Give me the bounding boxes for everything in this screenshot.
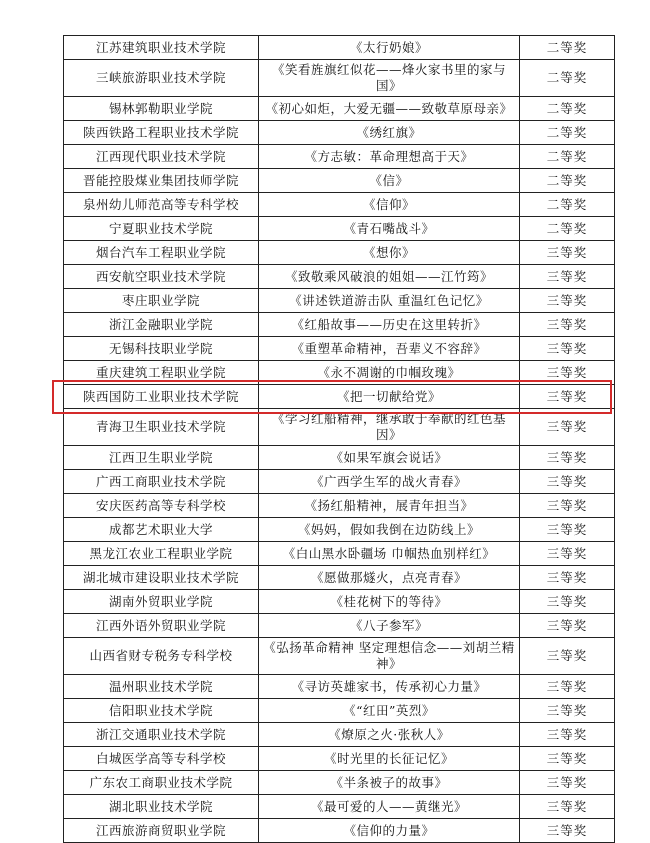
table-row	[64, 36, 615, 60]
work-title-cell: 《信》	[259, 169, 520, 193]
work-title-cell: 《想你》	[259, 241, 520, 265]
school-cell: 枣庄职业学院	[64, 289, 259, 313]
school-cell: 成都艺术职业大学	[64, 518, 259, 542]
award-cell: 三等奖	[520, 446, 615, 470]
table-row	[64, 446, 615, 470]
award-cell: 三等奖	[520, 771, 615, 795]
table-row	[64, 265, 615, 289]
work-title-cell: 《燎原之火·张秋人》	[259, 723, 520, 747]
award-cell: 二等奖	[520, 193, 615, 217]
work-title-cell: 《半条被子的故事》	[259, 771, 520, 795]
table-row	[64, 590, 615, 614]
school-cell: 浙江金融职业学院	[64, 313, 259, 337]
award-cell: 三等奖	[520, 361, 615, 385]
table-row	[64, 60, 615, 97]
school-cell: 信阳职业技术学院	[64, 699, 259, 723]
award-cell: 三等奖	[520, 518, 615, 542]
school-cell: 无锡科技职业学院	[64, 337, 259, 361]
award-cell: 三等奖	[520, 566, 615, 590]
school-cell: 安庆医药高等专科学校	[64, 494, 259, 518]
school-cell: 温州职业技术学院	[64, 675, 259, 699]
school-cell: 重庆建筑工程职业学院	[64, 361, 259, 385]
table-row	[64, 385, 615, 409]
work-title-cell: 《如果军旗会说话》	[259, 446, 520, 470]
school-cell: 江西外语外贸职业学院	[64, 614, 259, 638]
award-cell: 三等奖	[520, 795, 615, 819]
table-row	[64, 638, 615, 675]
award-cell: 二等奖	[520, 36, 615, 60]
school-cell: 陕西国防工业职业技术学院	[64, 385, 259, 409]
table-row	[64, 542, 615, 566]
award-cell: 三等奖	[520, 590, 615, 614]
award-cell: 三等奖	[520, 723, 615, 747]
award-cell: 三等奖	[520, 337, 615, 361]
award-cell: 二等奖	[520, 60, 615, 97]
school-cell: 湖北城市建设职业技术学院	[64, 566, 259, 590]
table-row	[64, 699, 615, 723]
work-title-cell: 《信仰的力量》	[259, 819, 520, 843]
awards-table-body	[64, 36, 615, 843]
school-cell: 广东农工商职业技术学院	[64, 771, 259, 795]
award-cell: 三等奖	[520, 241, 615, 265]
work-title-cell: 《永不凋谢的巾帼玫瑰》	[259, 361, 520, 385]
award-cell: 三等奖	[520, 819, 615, 843]
award-cell: 三等奖	[520, 675, 615, 699]
school-cell: 西安航空职业技术学院	[64, 265, 259, 289]
award-cell: 三等奖	[520, 289, 615, 313]
award-cell: 三等奖	[520, 542, 615, 566]
school-cell: 广西工商职业技术学院	[64, 470, 259, 494]
work-title-cell: 《扬红船精神，展青年担当》	[259, 494, 520, 518]
work-title-cell: 《寻访英雄家书，传承初心力量》	[259, 675, 520, 699]
table-row	[64, 614, 615, 638]
work-title-cell: 《太行奶娘》	[259, 36, 520, 60]
table-row	[64, 169, 615, 193]
table-row	[64, 241, 615, 265]
table-row	[64, 470, 615, 494]
work-title-cell: 《青石嘴战斗》	[259, 217, 520, 241]
table-row	[64, 217, 615, 241]
work-title-cell: 《桂花树下的等待》	[259, 590, 520, 614]
award-cell: 三等奖	[520, 699, 615, 723]
table-row	[64, 723, 615, 747]
award-cell: 二等奖	[520, 169, 615, 193]
awards-table	[63, 35, 615, 843]
award-cell: 三等奖	[520, 614, 615, 638]
school-cell: 烟台汽车工程职业学院	[64, 241, 259, 265]
table-row	[64, 771, 615, 795]
school-cell: 黑龙江农业工程职业学院	[64, 542, 259, 566]
work-title-cell: 《时光里的长征记忆》	[259, 747, 520, 771]
table-row	[64, 361, 615, 385]
award-cell: 三等奖	[520, 470, 615, 494]
table-row	[64, 313, 615, 337]
work-title-cell: 《讲述铁道游击队 重温红色记忆》	[259, 289, 520, 313]
table-row	[64, 145, 615, 169]
school-cell: 山西省财专税务专科学校	[64, 638, 259, 675]
school-cell: 晋能控股煤业集团技师学院	[64, 169, 259, 193]
school-cell: 泉州幼儿师范高等专科学校	[64, 193, 259, 217]
table-row	[64, 97, 615, 121]
table-row	[64, 193, 615, 217]
work-title-cell: 《学习红船精神，继承敢于奉献的红色基因》	[259, 409, 520, 446]
award-cell: 三等奖	[520, 265, 615, 289]
work-title-cell: 《最可爱的人——黄继光》	[259, 795, 520, 819]
work-title-cell: 《八子参军》	[259, 614, 520, 638]
work-title-cell: 《初心如炬，大爱无疆——致敬草原母亲》	[259, 97, 520, 121]
school-cell: 江西卫生职业学院	[64, 446, 259, 470]
work-title-cell: 《愿做那燧火，点亮青春》	[259, 566, 520, 590]
work-title-cell: 《绣红旗》	[259, 121, 520, 145]
award-cell: 二等奖	[520, 97, 615, 121]
award-cell: 三等奖	[520, 385, 615, 409]
work-title-cell: 《弘扬革命精神 坚定理想信念——刘胡兰精神》	[259, 638, 520, 675]
work-title-cell: 《妈妈，假如我倒在边防线上》	[259, 518, 520, 542]
work-title-cell: 《把一切献给党》	[259, 385, 520, 409]
table-row	[64, 518, 615, 542]
award-cell: 二等奖	[520, 217, 615, 241]
school-cell: 江西旅游商贸职业学院	[64, 819, 259, 843]
school-cell: 湖北职业技术学院	[64, 795, 259, 819]
school-cell: 江西现代职业技术学院	[64, 145, 259, 169]
table-row	[64, 337, 615, 361]
work-title-cell: 《白山黑水卧疆场 巾帼热血别样红》	[259, 542, 520, 566]
table-row	[64, 289, 615, 313]
table-row	[64, 121, 615, 145]
school-cell: 宁夏职业技术学院	[64, 217, 259, 241]
table-row	[64, 409, 615, 446]
table-row	[64, 675, 615, 699]
award-cell: 三等奖	[520, 313, 615, 337]
school-cell: 湖南外贸职业学院	[64, 590, 259, 614]
award-cell: 三等奖	[520, 638, 615, 675]
school-cell: 白城医学高等专科学校	[64, 747, 259, 771]
table-row	[64, 494, 615, 518]
award-cell: 二等奖	[520, 121, 615, 145]
table-row	[64, 747, 615, 771]
school-cell: 青海卫生职业技术学院	[64, 409, 259, 446]
table-row	[64, 566, 615, 590]
school-cell: 江苏建筑职业技术学院	[64, 36, 259, 60]
award-cell: 二等奖	[520, 145, 615, 169]
table-row	[64, 819, 615, 843]
work-title-cell: 《笑看旌旗红似花——烽火家书里的家与国》	[259, 60, 520, 97]
work-title-cell: 《重塑革命精神，吾辈义不容辞》	[259, 337, 520, 361]
table-row	[64, 795, 615, 819]
school-cell: 陕西铁路工程职业技术学院	[64, 121, 259, 145]
award-cell: 三等奖	[520, 494, 615, 518]
work-title-cell: 《方志敏：革命理想高于天》	[259, 145, 520, 169]
award-cell: 三等奖	[520, 409, 615, 446]
work-title-cell: 《致敬乘风破浪的姐姐——江竹筠》	[259, 265, 520, 289]
work-title-cell: 《红船故事——历史在这里转折》	[259, 313, 520, 337]
school-cell: 浙江交通职业技术学院	[64, 723, 259, 747]
work-title-cell: 《信仰》	[259, 193, 520, 217]
work-title-cell: 《“红田”英烈》	[259, 699, 520, 723]
award-cell: 三等奖	[520, 747, 615, 771]
school-cell: 三峡旅游职业技术学院	[64, 60, 259, 97]
work-title-cell: 《广西学生军的战火青春》	[259, 470, 520, 494]
school-cell: 锡林郭勒职业学院	[64, 97, 259, 121]
